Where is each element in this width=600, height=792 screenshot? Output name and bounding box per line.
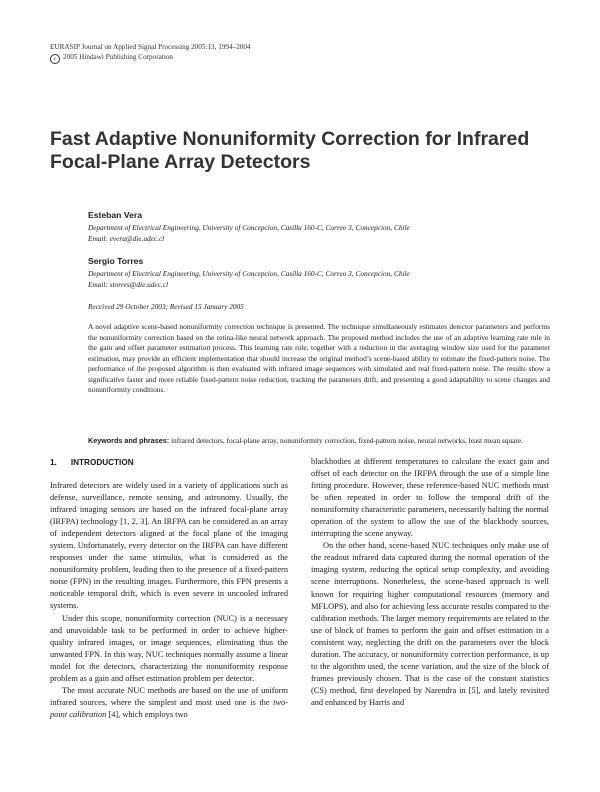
- emphasis-text: two-point calibration: [50, 697, 288, 719]
- paragraph: [50, 685, 288, 721]
- paragraph: blackbodies at different temperatures to calculate the exact gain and offset of each detector on the IRFPA through the use of a simple line fitting procedure. However, these reference-based NUC methods must be often repeated in order to follow the temporal drift of the nonuniformity characteristic parameters, necessarily halting the normal operation of the system to allow the use of the blackbody sources, interrupting the scene anyway.: [311, 457, 549, 539]
- affiliation-text: Department of Electrical Engineering, University of Concepcion, Casilla 160-C, Correo 3, Concepcion, Chile: [88, 269, 410, 278]
- abstract: A novel adaptive scene-based nonuniformity correction technique is presented. The technique simultaneously estimates detector parameters and performs the nonuniformity correction based on the retina-like neural network approach. The proposed method includes the use of an adaptive learning rate rule in the gain and offset parameter estimation process. This learning rate rule, together with a reduction in the averaging window size used for the parameter estimation, may provide an efficient implementation that should increase the original method’s scene-based ability to estimate the fixed-pattern noise. The performance of the proposed algorithm is then evaluated with infrared image sequences with simulated and real fixed-pattern noise. The results show a significative faster and more reliable fixed-pattern noise reduction, tracking the parameters drift, and presenting a good adaptability to scene changes and nonuniformity conditions.: [88, 322, 550, 394]
- author-affiliation-2: [88, 268, 508, 290]
- paragraph: Infrared detectors are widely used in a variety of applications such as defense, surveillance, remote sensing, and astronomy. Usually, the infrared imaging sensors are based on the infrared focal-plane array (IRFPA) technology [1, 2, 3]. An IRFPA can be considered as an array of independent detectors aligned at the focal plane of the imaging system. Unfortunately, every detector on the IRFPA can have different responses under the same stimulus, what is considered as the nonuniformity problem, leading then to the presence of a fixed-pattern noise (FPN) in the resulting images. Furthermore, this FPN presents a noticeable temporal drift, which is even severe in uncooled infrared systems.: [50, 481, 288, 611]
- author-email[interactable]: Email: evera@die.udec.cl: [88, 234, 165, 243]
- section-number: 1.: [50, 458, 57, 467]
- left-column: [50, 480, 288, 721]
- paragraph-text: [4], which employs two: [106, 709, 188, 719]
- paragraph-text: The most accurate NUC methods are based on the use of uniform infrared sources, where the simplest and most used one is the: [50, 685, 288, 707]
- received-dates: Received 29 October 2003; Revised 15 January 2005: [88, 302, 244, 311]
- right-column: [311, 456, 549, 709]
- author-email[interactable]: Email: storres@die.udec.cl: [88, 280, 169, 289]
- affiliation-text: Department of Electrical Engineering, University of Concepcion, Casilla 160-C, Correo 3, Concepcion, Chile: [88, 223, 410, 232]
- author-name-1: Esteban Vera: [88, 210, 142, 220]
- keywords-text: infrared detectors, focal-plane array, nonuniformity correction, fixed-pattern noise, neural networks, least mean square.: [170, 436, 524, 445]
- journal-header: [50, 42, 251, 64]
- copyright-text: 2005 Hindawi Publishing Corporation: [63, 53, 174, 61]
- section-heading: [50, 458, 134, 467]
- section-title: INTRODUCTION: [70, 458, 134, 467]
- author-affiliation-1: [88, 222, 508, 244]
- keywords-label: Keywords and phrases:: [88, 436, 170, 445]
- copyright-icon: c: [50, 54, 60, 64]
- paragraph: On the other hand, scene-based NUC techniques only make use of the readout infrared data captured during the normal operation of the imaging system, reducing the optical setup complexity, and avoiding scene interruptions. Nonetheless, the scene-based approach is well known for requiring higher computational resources (memory and MFLOPS), and also for achieving less accurate results compared to the calibration methods. The larger memory requirements are related to the use of block of frames to perform the gain and offset estimation in a consistent way, neglecting the drift on the parameters over the block duration. The accuracy, or nonuniformity correction performance, is up to the algorithm used, the scene variation, and the size of the block of frames previously chosen. That is the case of the constant statistics (CS) method, first developed by Narendra in [5], and lately revisited and enhanced by Harris and: [311, 541, 549, 707]
- journal-citation: EURASIP Journal on Applied Signal Processing 2005:13, 1994–2004: [50, 43, 251, 51]
- author-name-2: Sergio Torres: [88, 256, 144, 266]
- paper-title: Fast Adaptive Nonuniformity Correction for Infrared Focal-Plane Array Detectors: [50, 128, 530, 173]
- copyright-line: [50, 52, 251, 64]
- paragraph: Under this scope, nonuniformity correction (NUC) is a necessary and unavoidable task to be performed in order to achieve higher-quality infrared images, or image sequences, eliminating thus the unwanted FPN. In this way, NUC techniques normally assume a linear model for the detectors, characterizing the nonuniformity response problem as a gain and offset estimation problem per detector.: [50, 613, 288, 683]
- keywords: [88, 436, 550, 447]
